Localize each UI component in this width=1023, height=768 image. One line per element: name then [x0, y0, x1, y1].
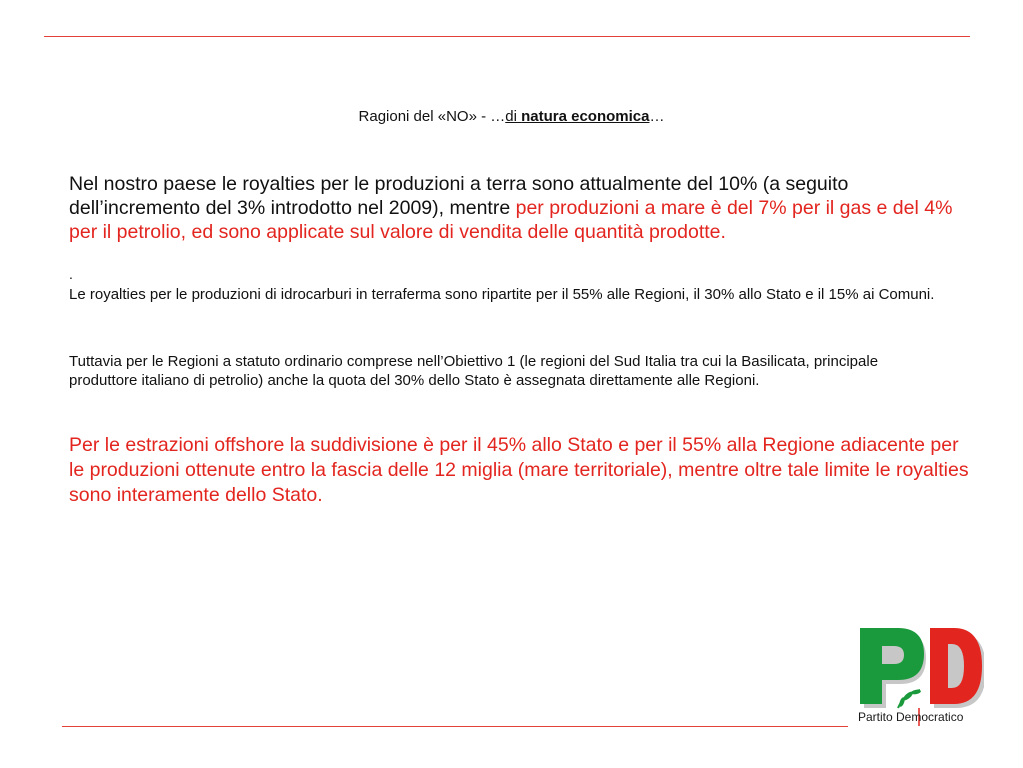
- title-prefix: Ragioni del «NO» - …: [358, 108, 506, 125]
- top-divider: [44, 36, 970, 37]
- slide-title: [0, 108, 1023, 125]
- paragraph-onshore-split: Le royalties per le produzioni di idrocarburi in terraferma sono ripartite per il 55% alle Regioni, il 30% allo Stato e il 15% ai Comuni.: [69, 286, 935, 303]
- paragraph-royalties-rates: [69, 172, 969, 244]
- bottom-divider: [62, 726, 848, 727]
- title-suffix: …: [649, 108, 665, 125]
- paragraph-offshore-split: Per le estrazioni offshore la suddivisione è per il 45% allo Stato e per il 55% alla Regione adiacente per le produzioni ottenute entro la fascia delle 12 miglia (mare territoriale), mentre oltre tale limite le royalties sono interamente dello Stato.: [69, 434, 969, 506]
- logo-caption: Partito Democratico: [858, 710, 964, 724]
- title-underlined-bold: natura economica: [521, 108, 650, 125]
- paragraph1-text: Nel nostro paese le royalties per le produzioni a terra sono attualmente del 10% (a seguito dell’incremento del 3% introdotto nel 2009), mentre: [69, 173, 849, 219]
- title-underlined: [505, 108, 649, 125]
- paragraph1-highlight: per produzioni a mare è del 7% per il gas e del 4% per il petrolio, ed sono applicate sul valore di vendita delle quantità prodotte.: [69, 197, 953, 243]
- bullet-dot: .: [69, 266, 73, 282]
- paragraph-objective-1: Tuttavia per le Regioni a statuto ordinario comprese nell’Obiettivo 1 (le regioni del Sud Italia tra cui la Basilicata, principale produttore italiano di petrolio) anche la quota del 30% dello Stato è assegnata direttamente alle Regioni.: [69, 353, 879, 389]
- title-underlined-plain: di: [505, 108, 522, 125]
